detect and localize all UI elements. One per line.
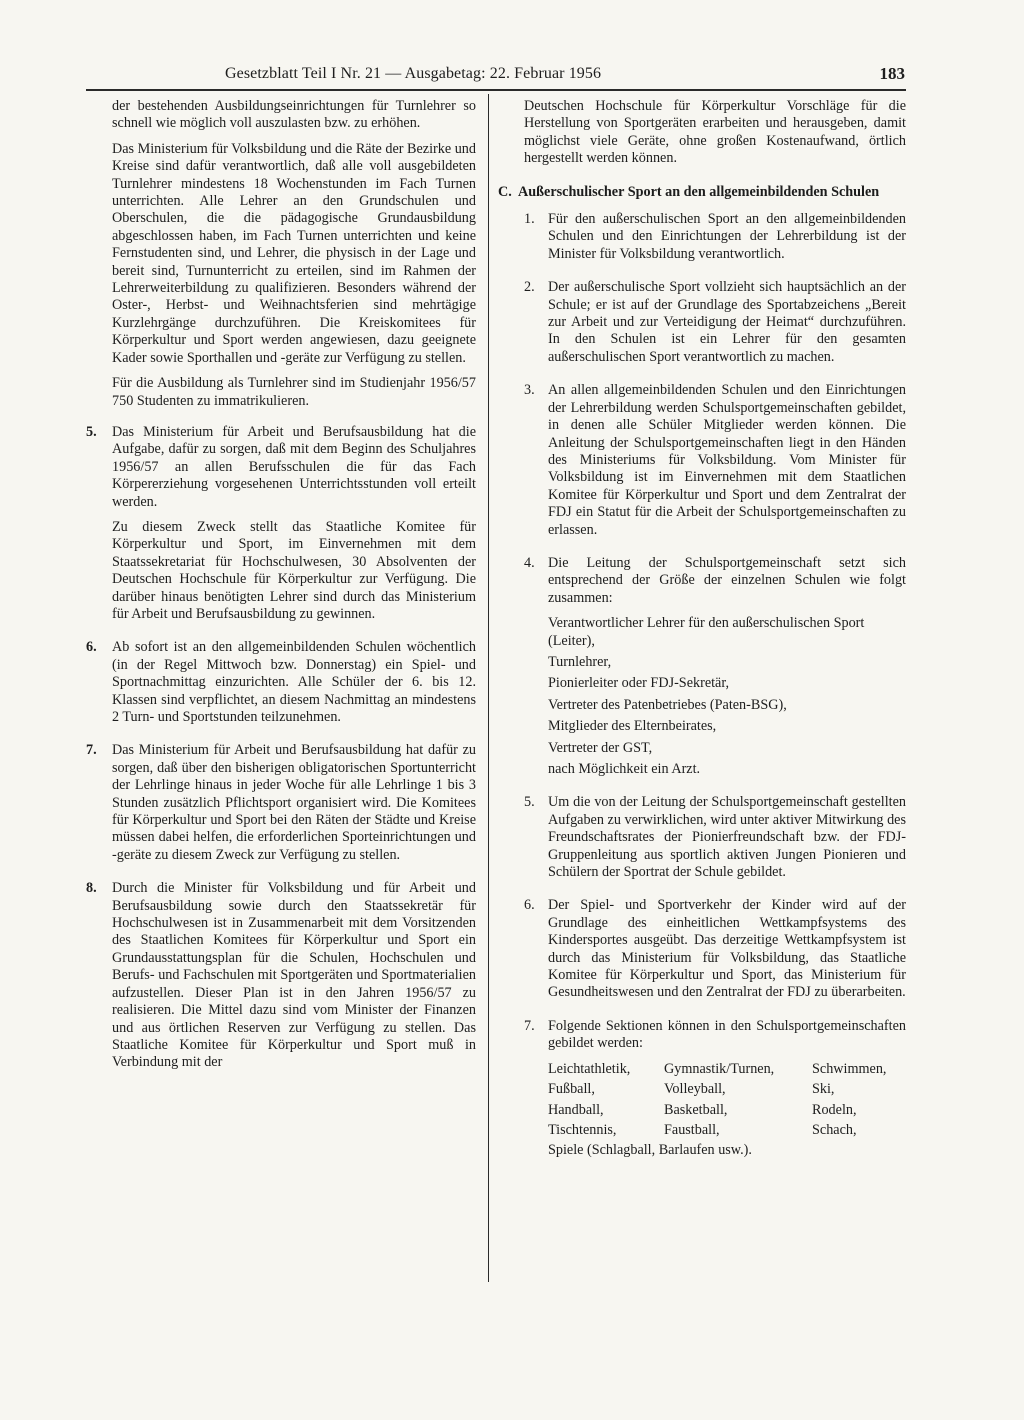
item-paragraph: Die Leitung der Schulsportgemeinschaft setzt sich entsprechend der Größe der einzelnen Schulen wie folgt zusammen: (548, 554, 906, 606)
section-item-4 (498, 555, 906, 778)
header-title: Gesetzblatt Teil I Nr. 21 — Ausgabetag: 22. Februar 1956 (225, 65, 602, 82)
sport-name: Spiele (Schlagball, Barlaufen usw.). (548, 1142, 752, 1159)
section-item-2 (498, 279, 906, 366)
page-header (225, 62, 905, 86)
section-heading (498, 184, 906, 201)
item-paragraph: Das Ministerium für Arbeit und Berufsausbildung hat dafür zu sorgen, daß über den bisherigen obligatorischen Sportunterricht der Lehrlinge hinaus in jeder Woche für alle Lehrlinge 1 bis 3 Stunden zusätzlich Pflichtsport organisiert wird. Die Komitees für Körperkultur und Sport bei den Räten der Städte und Kreise müssen dabei helfen, die erforderlichen Sporteinrichtungen und -geräte zu diesem Zweck zur Verfügung zu stellen. (112, 742, 476, 863)
item-number: 5. (86, 423, 97, 440)
item-paragraph: Der außerschulische Sport vollzieht sich hauptsächlich an der Schule; er ist auf der Grundlage des Sportabzeichens „Bereit zur Arbeit und zur Verteidigung der Heimat“ durchzuführen. In den Schulen ist ein Lehrer für den gesamten außerschulischen Sport verantwortlich zu machen. (548, 279, 906, 365)
item-number: 4. (524, 554, 535, 571)
sports-grid (548, 1061, 906, 1140)
sport-name: Basketball, (664, 1101, 728, 1118)
list-item: Verantwortlicher Lehrer für den außerschulischen Sport (Leiter), (548, 615, 865, 649)
item-paragraph: Folgende Sektionen können in den Schulsportgemeinschaften gebildet werden: (548, 1017, 906, 1052)
section-item-6 (498, 897, 906, 1001)
numbered-item-8 (86, 880, 476, 1071)
item-paragraph: Durch die Minister für Volksbildung und für Arbeit und Berufsausbildung sowie durch den Staatssekretär für Hochschulwesen ist in Zusammenarbeit mit dem Vorsitzenden des Staatlichen Komitees für Körperkultur und Sport ein Grundausstattungsplan für die Schulen, Hochschulen und Berufs- und Fachschulen mit Sportgeräten und Sportmaterialien aufzustellen. Dieser Plan ist in den Jahren 1956/57 zu realisieren. Die Mittel dazu sind vom Minister der Finanzen und aus örtlichen Reserven zur Verfügung zu stellen. Das Staatliche Komitee für Körperkultur und Sport muß in Verbindung mit der (112, 880, 476, 1071)
continuation-paragraph: der bestehenden Ausbildungseinrichtungen für Turnlehrer so schnell wie möglich voll auszulasten bzw. zu erhöhen. (112, 98, 476, 132)
numbered-item-6 (86, 639, 476, 726)
item-paragraph: Das Ministerium für Arbeit und Berufsausbildung hat die Aufgabe, dafür zu sorgen, daß mit dem Beginn des Schuljahres 1956/57 an allen Berufsschulen die für das Fach Körpererziehung vorgesehenen Unterrichtsstunden voll erteilt werden. (112, 423, 476, 510)
section-item-1 (498, 211, 906, 263)
sport-name: Fußball, (548, 1081, 595, 1098)
item-number: 6. (524, 897, 535, 914)
sport-name: Ski, (812, 1081, 835, 1098)
left-column (86, 98, 476, 1088)
list-item: Pionierleiter oder FDJ-Sekretär, (548, 675, 730, 692)
sport-name: Schach, (812, 1121, 857, 1138)
numbered-item-7 (86, 742, 476, 864)
section-title: Außerschulischer Sport an den allgemeinbildenden Schulen (518, 183, 880, 200)
sport-name: Handball, (548, 1101, 604, 1118)
item-paragraph: Zu diesem Zweck stellt das Staatliche Komitee für Körperkultur und Sport, im Einvernehmen mit dem Staatssekretariat für Hochschulwesen, 30 Absolventen der Deutschen Hochschule für Körperkultur zur Verfügung. Die darüber hinaus benötigten Lehrer sind durch das Ministerium für Arbeit und Berufsausbildung zu gewinnen. (112, 518, 476, 622)
section-item-7 (498, 1018, 906, 1160)
item-number: 3. (524, 382, 535, 399)
sport-name: Schwimmen, (812, 1060, 887, 1077)
right-column (498, 98, 906, 1176)
item-paragraph: Ab sofort ist an den allgemeinbildenden Schulen wöchentlich (in der Regel Mittwoch bzw. Donnerstag) ein Spiel- und Sportnachmittag einzurichten. Alle Schüler der 6. bis 12. Klassen sind verpflichtet, an diesem Nachmittag an mindestens 2 Turn- und Sportstunden teilzunehmen. (112, 639, 476, 725)
committee-list (548, 615, 906, 778)
sport-name: Rodeln, (812, 1101, 857, 1118)
numbered-item-5 (86, 424, 476, 623)
sport-name: Leichtathletik, (548, 1060, 631, 1077)
paragraph: Für die Ausbildung als Turnlehrer sind im Studienjahr 1956/57 750 Studenten zu immatrikulieren. (112, 375, 476, 409)
section-item-5 (498, 794, 906, 881)
section-item-3 (498, 382, 906, 539)
paragraph: Das Ministerium für Volksbildung und die Räte der Bezirke und Kreise sind dafür verantwortlich, daß alle voll ausgebildeten Turnlehrer mindestens 18 Wochenstunden im Fach Turnen unterrichten. Alle Lehrer an den Grundschulen und Oberschulen, die die pädagogische Grundausbildung abgeschlossen haben, im Fach Turnen unterrichten und keine Fernstudenten sind, und Lehrer, die physisch in der Lage und bereit sind, Turnunterricht zu erteilen, sind im Rahmen der Lehrerweiterbildung zu qualifizieren. Besonders während der Oster-, Herbst- und Weihnachtsferien sind mehrtägige Kurzlehrgänge durchzuführen. Die Kreiskomitees für Körperkultur und Sport werden angewiesen, dazu geeignete Kader sowie Sporthallen und -geräte zur Verfügung zu stellen. (112, 140, 476, 366)
item-paragraph: An allen allgemeinbildenden Schulen und den Einrichtungen der Lehrerbildung werden Schulsportgemeinschaften gebildet, in denen alle Schüler Mitglieder werden können. Die Anleitung der Schulsportgemeinschaften liegt in den Händen des Ministeriums für Volksbildung. Vom Minister für Volksbildung ist im Einvernehmen mit dem Staatlichen Komitee für Körperkultur und Sport und dem Zentralrat der FDJ ein Statut für die Arbeit der Schulsportgemeinschaften zu erlassen. (548, 382, 906, 538)
item-number: 6. (86, 639, 97, 656)
item-paragraph: Für den außerschulischen Sport an den allgemeinbildenden Schulen und den Einrichtungen der Lehrerbildung ist der Minister für Volksbildung verantwortlich. (548, 211, 906, 262)
list-item: Mitglieder des Elternbeirates, (548, 718, 717, 735)
sport-name: Gymnastik/Turnen, (664, 1060, 775, 1077)
item-number: 2. (524, 279, 535, 296)
page-number: 183 (879, 64, 905, 83)
continuation-paragraph: Deutschen Hochschule für Körperkultur Vorschläge für die Herstellung von Sportgeräten erarbeiten und herausgeben, damit möglichst viele Geräte, ohne großen Kostenaufwand, örtlich hergestellt werden können. (524, 98, 906, 167)
item-number: 7. (524, 1017, 535, 1034)
list-item: Turnlehrer, (548, 653, 612, 670)
header-rule (86, 89, 906, 91)
sport-name: Faustball, (664, 1121, 720, 1138)
sport-name: Volleyball, (664, 1081, 726, 1098)
list-item: Vertreter des Patenbetriebes (Paten-BSG), (548, 696, 787, 713)
sport-name: Tischtennis, (548, 1121, 617, 1138)
column-divider (488, 94, 489, 1282)
item-number: 5. (524, 794, 535, 811)
item-paragraph: Um die von der Leitung der Schulsportgemeinschaft gestellten Aufgaben zu verwirklichen, wird unter aktiver Mitwirkung des Freundschaftsrates der Pionierfreundschaft bzw. der FDJ-Gruppenleitung aus sportlich aktiven Jungen Pionieren und Schülern der Sportrat der Schule gebildet. (548, 794, 906, 881)
item-number: 1. (524, 211, 535, 228)
list-item: nach Möglichkeit ein Arzt. (548, 761, 701, 777)
item-number: 7. (86, 742, 97, 759)
section-letter: C. (498, 183, 512, 200)
item-paragraph: Der Spiel- und Sportverkehr der Kinder wird auf der Grundlage des einheitlichen Wettkampfsystems des Kindersportes ausgeübt. Das derzeitige Wettkampfsystem ist durch das Ministerium für Volksbildung, das Staatliche Komitee für Körperkultur und Sport, das Ministerium für Gesundheitswesen und den Zentralrat der FDJ zu überarbeiten. (548, 897, 906, 1001)
item-number: 8. (86, 880, 97, 897)
list-item: Vertreter der GST, (548, 739, 653, 756)
